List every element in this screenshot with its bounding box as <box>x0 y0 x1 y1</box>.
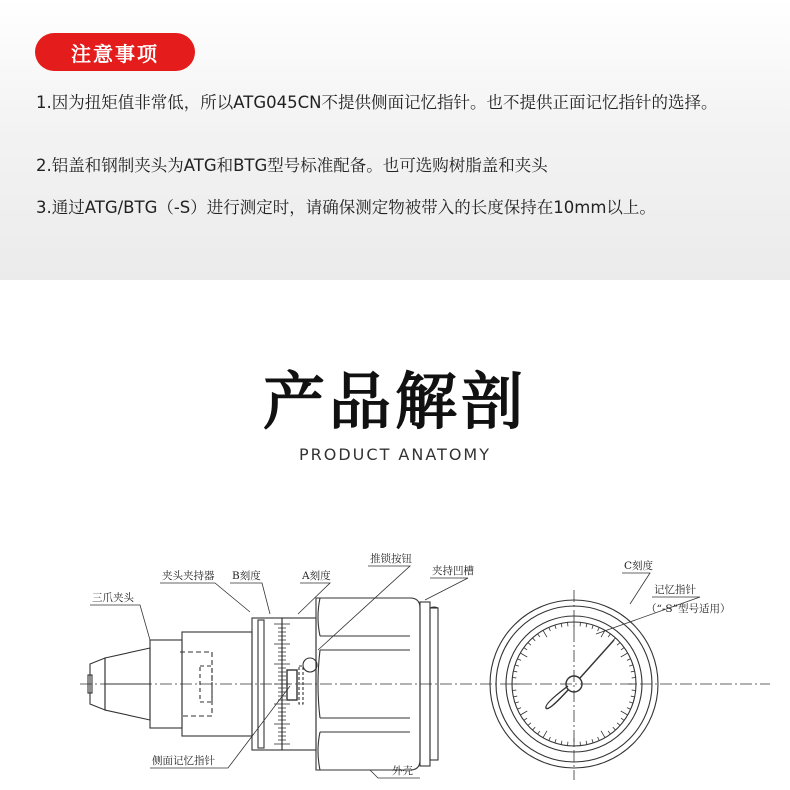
label-lock-button: 推锁按钮 <box>370 553 412 565</box>
dial-tick <box>598 627 600 631</box>
dial-shape <box>490 600 658 768</box>
dial-tick <box>513 671 517 672</box>
section-subtitle: PRODUCT ANATOMY <box>299 445 491 464</box>
dial-tick <box>524 648 527 650</box>
dial-tick <box>533 638 536 641</box>
dial-tick <box>520 711 527 715</box>
dial-tick <box>617 723 620 726</box>
label-a-scale: A刻度 <box>302 570 331 582</box>
dial-tick <box>517 659 521 661</box>
dial-tick <box>598 737 600 741</box>
label-memory-pointer: 记忆指针 <box>654 584 696 596</box>
dial-tick <box>513 696 517 697</box>
dial-tick <box>631 696 635 697</box>
dial-tick <box>621 648 624 650</box>
notice-item-3: 3.通过ATG/BTG（-S）进行测定时，请确保测定物被带入的长度保持在10mm以上。 <box>36 198 656 217</box>
dial-tick <box>515 702 519 703</box>
dial-tick <box>627 708 631 710</box>
label-chuck-holder: 夹头夹持器 <box>162 570 215 582</box>
dial-tick <box>515 665 519 666</box>
dial-tick <box>592 625 593 629</box>
dial-tick <box>608 731 610 734</box>
dial-tick <box>549 627 551 631</box>
dial-tick <box>517 708 521 710</box>
dial-tick <box>543 731 547 738</box>
notice-item-2: 2.铝盖和钢制夹头为ATG和BTG型号标准配备。也可选购树脂盖和夹头 <box>36 156 548 175</box>
section-title: 产品解剖 <box>262 365 527 438</box>
label-memory-pointer-note: （“-S”型号适用） <box>646 603 731 615</box>
dial-tick <box>555 739 556 743</box>
dial-tick <box>613 727 616 730</box>
dial-tick <box>621 711 628 715</box>
dial-tick <box>549 737 551 741</box>
dial-tick <box>621 718 624 720</box>
dial-tick <box>631 671 635 672</box>
dial-tick <box>561 741 562 745</box>
dial-tick <box>543 630 547 637</box>
label-housing: 外壳 <box>392 765 413 777</box>
dial-tick <box>592 739 593 743</box>
notice-panel <box>0 0 790 280</box>
dial-tick <box>524 718 527 720</box>
dial-tick <box>621 653 628 657</box>
label-three-jaw-chuck: 三爪夹头 <box>92 592 134 604</box>
notice-badge: 注意事项 <box>35 33 195 71</box>
dial-tick <box>627 659 631 661</box>
notice-item-1: 1.因为扭矩值非常低，所以ATG045CN不提供侧面记忆指针。也不提供正面记忆指针的选择。 <box>36 93 718 112</box>
dial-tick <box>617 643 620 646</box>
dial-tick <box>608 634 610 637</box>
label-side-memory-pointer: 侧面记忆指针 <box>152 755 215 767</box>
lock-button-shape <box>303 658 317 672</box>
dial-tick <box>629 702 633 703</box>
dial-tick <box>601 731 605 738</box>
dial-tick <box>533 727 536 730</box>
label-c-scale: C刻度 <box>624 560 654 572</box>
dial-tick <box>586 623 587 627</box>
dial-tick <box>520 653 527 657</box>
anatomy-drawing <box>0 540 790 790</box>
label-b-scale: B刻度 <box>232 570 261 582</box>
dial-tick <box>629 665 633 666</box>
dial-tick <box>538 731 540 734</box>
dial-tick <box>555 625 556 629</box>
dial-tick <box>528 723 531 726</box>
dial-tick <box>586 741 587 745</box>
dial-tick <box>528 643 531 646</box>
dial-tick <box>561 623 562 627</box>
label-clamp-groove: 夹持凹槽 <box>432 565 474 577</box>
dial-tick <box>538 634 540 637</box>
